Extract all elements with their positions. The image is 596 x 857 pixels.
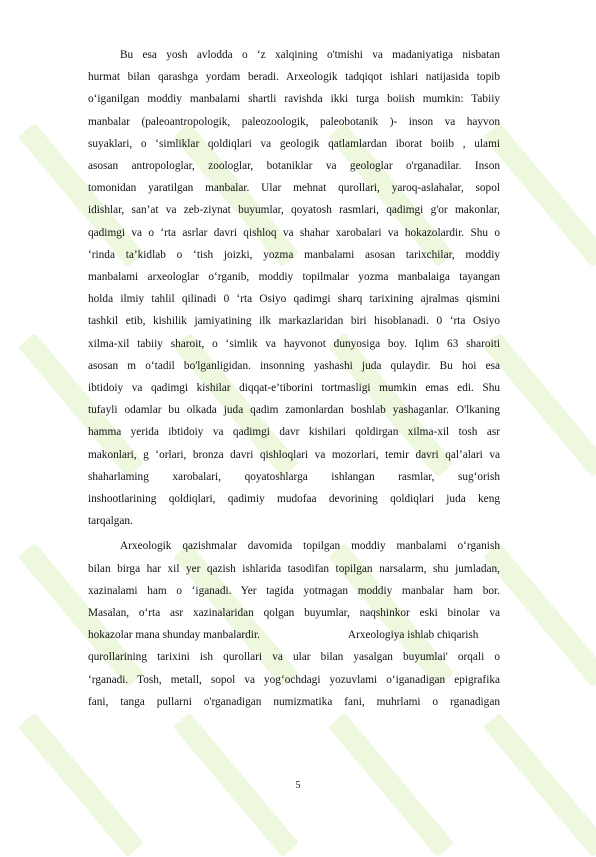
- text-line: idishlar, san’at va zeb-ziynat buyumlar, qoyatosh rasmlari, qadimgi g'or makonlar,: [88, 204, 500, 217]
- page-number: 5: [295, 780, 301, 791]
- text-line: xazinalami ham o ‘iganadi. Yer tagida yotmagan moddiy manbalar ham bor.: [88, 584, 500, 597]
- text-line: [88, 624, 500, 646]
- body-text: [88, 44, 500, 713]
- text-line: tashkil etib, kishilik jamiyatining ilk markazlaridan biri hisoblanadi. 0 ‘rta Osiyo: [88, 315, 500, 328]
- text-line: tufayli odamlar bu olkada juda qadim zamonlardan boshlab yashaganlar. O'lkaning: [88, 404, 500, 417]
- text-line: fani, tanga pullarni o'rganadigan numizmatika fani, muhrlami o rganadigan: [88, 695, 500, 708]
- paragraph-1: [88, 44, 500, 532]
- text-line: holda ilmiy tahlil qilinadi 0 ‘rta Osiyo qadimgi sharq tarixining ajralmas qismini: [88, 293, 500, 306]
- text-line: manbalami arxeologlar o‘rganib, moddiy topilmalar yozma manbalaiga tayangan: [88, 271, 500, 284]
- text-line: ‘rinda ta’kidlab o ‘tish joizki, yozma manbalami asosan tarixchilar, moddiy: [88, 248, 500, 261]
- text-line: manbalar (paleoantropologik, paleozoologik, paleobotanik )- inson va hayvon: [88, 115, 500, 128]
- text-line: hamma yerida ibtidoiy va qadimgi davr kishilari qoldirgan xilma-xil tosh asr: [88, 426, 500, 439]
- text-line: suyaklari, o ‘simliklar qoldiqlari va geologik qatlamlardan iborat boiib , ulami: [88, 137, 500, 150]
- text-line: inshootlarining qoldiqlari, qadimiy mudofaa devorining qoldiqlari juda keng: [88, 493, 500, 506]
- text-line: makonlari, g ‘orlari, bronza davri qishloqlari va mozorlari, temir davri qal’alari va: [88, 448, 500, 461]
- paragraph-2: [88, 535, 500, 713]
- text-segment: Arxeologiya ishlab chiqarish: [347, 629, 479, 642]
- text-line: tomonidan yaratilgan manbalar. Ular mehnat qurollari, yaroq-aslahalar, sopol: [88, 182, 500, 195]
- text-line: hurmat bilan qarashga yordam beradi. Arxeologik tadqiqot ishlari natijasida topib: [88, 71, 500, 84]
- text-line: Arxeologik qazishmalar davomida topilgan moddiy manbalami o‘rganish: [120, 540, 500, 553]
- text-line: shaharlaming xarobalari, qoyatoshlarga ishlangan rasmlar, sug‘orish: [88, 470, 500, 483]
- text-line: Bu esa yosh avlodda o ‘z xalqining o'tmishi va madaniyatiga nisbatan: [120, 49, 500, 61]
- text-line: bilan birga har xil yer qazish ishlarida tasodifan topilgan narsalarm, shu jumladan,: [88, 562, 500, 575]
- text-segment: hokazolar mana shunday manbalardir.: [88, 629, 260, 642]
- text-line: asosan antropologlar, zoologlar, botaniklar va geologlar o'rganadilar. Inson: [88, 160, 500, 173]
- text-line: qadimgi va o ‘rta asrlar davri qishloq va shahar xarobalari va hokazolardir. Shu o: [88, 226, 500, 239]
- text-line: qurollarining tarixini ish qurollari va ular bilan yasalgan buyumlai' orqali o: [88, 651, 500, 664]
- text-line: o‘iganilgan moddiy manbalami shartli ravishda ikki turga boiish mumkin: Tabiiy: [88, 93, 500, 106]
- text-line: asosan m o‘tadil bo'lganligidan. insonning yashashi juda qulaydir. Bu hoi esa: [88, 359, 500, 372]
- text-line: Masalan, o‘rta asr xazinalaridan qolgan buyumlar, naqshinkor eski binolar va: [88, 607, 500, 620]
- text-line: ibtidoiy va qadimgi kishilar diqqat-e’tiborini tortmasligi mumkin emas edi. Shu: [88, 382, 500, 395]
- text-line: xilma-xil tabiiy sharoit, o ‘simlik va hayvonot dunyosiga boy. Iqlim 63 sharoiti: [88, 337, 500, 350]
- text-line: tarqalgan.: [88, 515, 133, 528]
- text-line: ‘rganadi. Tosh, metall, sopol va yog‘ochdagi yozuvlami o‘iganadigan epigrafika: [88, 673, 500, 686]
